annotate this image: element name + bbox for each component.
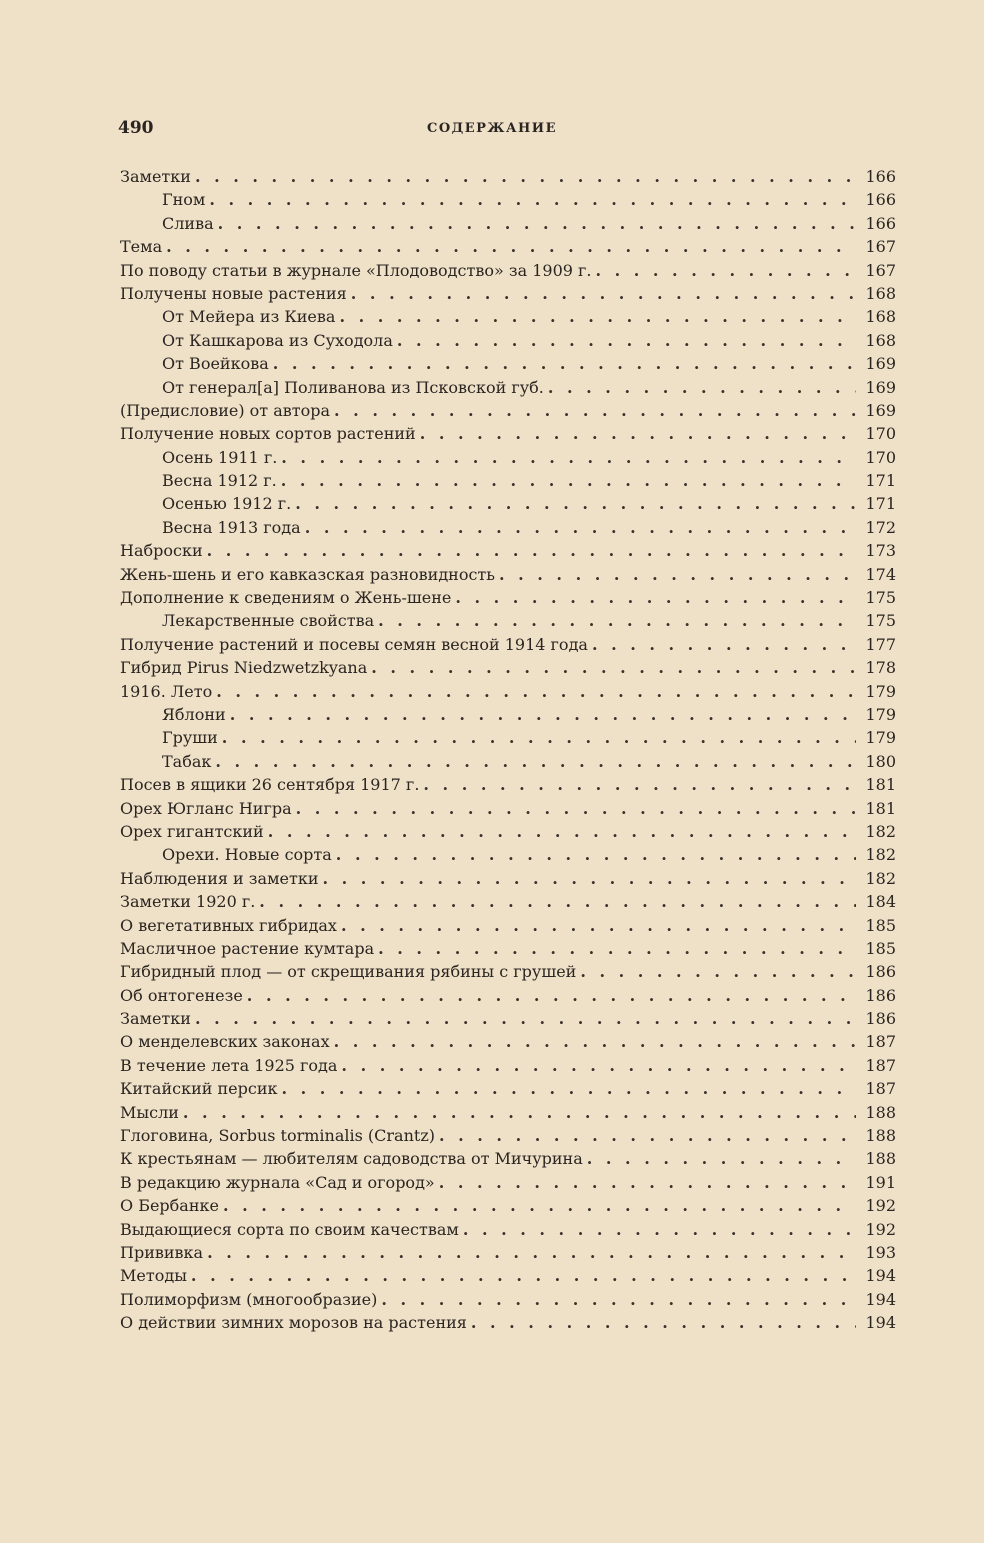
toc-dot-leader xyxy=(378,937,856,960)
toc-dot-leader xyxy=(339,305,856,328)
toc-entry-page: 166 xyxy=(865,190,896,210)
toc-dot-leader xyxy=(183,1101,856,1124)
toc-entry xyxy=(120,633,896,656)
toc-entry-title: Заметки xyxy=(120,167,191,186)
toc-entry xyxy=(120,1124,896,1147)
toc-dot-leader xyxy=(195,165,856,188)
toc-entry-page: 194 xyxy=(865,1313,896,1333)
toc-dot-leader xyxy=(580,960,856,983)
toc-entry xyxy=(120,914,896,937)
toc-entry-title: Орех гигантский xyxy=(120,821,264,841)
toc-entry-title: (Предисловие) от автора xyxy=(120,400,331,420)
toc-entry xyxy=(120,703,896,726)
toc-entry xyxy=(120,376,896,399)
toc-entry-page: 171 xyxy=(865,494,896,514)
toc-entry-title: Табак xyxy=(162,751,212,771)
toc-entry-title: Орех Югланс Нигра xyxy=(120,798,292,818)
toc-entry-title: От Воейкова xyxy=(162,354,269,374)
toc-entry-page: 182 xyxy=(865,821,896,841)
toc-dot-leader xyxy=(341,1054,856,1077)
toc-entry-page: 192 xyxy=(865,1196,896,1216)
toc-entry xyxy=(120,235,896,258)
toc-entry-title: Яблони xyxy=(162,704,226,724)
toc-entry-page: 168 xyxy=(865,330,896,350)
toc-entry-page: 185 xyxy=(865,938,896,958)
toc-entry-page: 186 xyxy=(865,985,896,1005)
toc-entry-title: Методы xyxy=(120,1266,187,1286)
toc-entry-page: 191 xyxy=(865,1172,896,1192)
toc-entry xyxy=(120,843,896,866)
toc-entry xyxy=(120,469,896,492)
toc-entry-page: 187 xyxy=(865,1079,896,1099)
toc-entry xyxy=(120,867,896,890)
toc-entry-page: 181 xyxy=(865,775,896,795)
toc-entry-title: Слива xyxy=(162,213,214,233)
toc-dot-leader xyxy=(499,563,856,586)
toc-dot-leader xyxy=(259,890,856,913)
toc-entry xyxy=(120,492,896,515)
toc-entry xyxy=(120,797,896,820)
toc-dot-leader xyxy=(247,984,856,1007)
toc-entry-title: В течение лета 1925 года xyxy=(120,1055,338,1075)
toc-entry-page: 194 xyxy=(865,1266,896,1286)
toc-entry-page: 193 xyxy=(865,1242,896,1262)
page-number: 490 xyxy=(118,118,154,138)
toc-dot-leader xyxy=(548,376,856,399)
toc-entry-page: 178 xyxy=(865,658,896,678)
toc-entry-page: 179 xyxy=(865,704,896,724)
toc-entry xyxy=(120,1288,896,1311)
toc-dot-leader xyxy=(268,820,856,843)
toc-entry-title: Груши xyxy=(162,728,218,748)
toc-entry xyxy=(120,446,896,469)
toc-entry-title: О Бербанке xyxy=(120,1196,219,1216)
toc-entry-page: 188 xyxy=(865,1102,896,1122)
toc-entry-page: 175 xyxy=(865,588,896,608)
toc-entry xyxy=(120,305,896,328)
toc-entry-title: От Кашкарова из Суходола xyxy=(162,330,393,350)
toc-entry-page: 175 xyxy=(865,611,896,631)
toc-entry-page: 185 xyxy=(865,915,896,935)
toc-entry xyxy=(120,984,896,1007)
toc-entry xyxy=(120,586,896,609)
toc-dot-leader xyxy=(305,516,856,539)
toc-entry-page: 166 xyxy=(865,167,896,186)
toc-dot-leader xyxy=(334,399,856,422)
toc-entry-title: Тема xyxy=(120,237,163,257)
toc-entry-page: 167 xyxy=(865,237,896,257)
toc-dot-leader xyxy=(334,1030,856,1053)
toc-dot-leader xyxy=(215,750,856,773)
toc-dot-leader xyxy=(595,259,856,282)
toc-entry-title: О менделевских законах xyxy=(120,1032,330,1052)
toc-entry-page: 188 xyxy=(865,1149,896,1169)
toc-dot-leader xyxy=(230,703,856,726)
toc-entry-title: Мысли xyxy=(120,1102,179,1122)
toc-dot-leader xyxy=(281,446,856,469)
toc-entry xyxy=(120,773,896,796)
toc-dot-leader xyxy=(207,539,856,562)
toc-dot-leader xyxy=(397,329,856,352)
toc-entry-title: Орехи. Новые сорта xyxy=(162,845,332,865)
toc-entry xyxy=(120,1264,896,1287)
toc-entry-page: 173 xyxy=(865,541,896,561)
toc-entry-title: Лекарственные свойства xyxy=(162,611,375,631)
toc-entry-title: Весна 1912 г. xyxy=(162,471,277,491)
toc-entry-title: Осенью 1912 г. xyxy=(162,494,292,514)
toc-dot-leader xyxy=(371,656,856,679)
toc-dot-leader xyxy=(191,1264,856,1287)
toc-dot-leader xyxy=(281,469,856,492)
toc-entry xyxy=(120,329,896,352)
toc-entry-title: Глоговина, Sorbus torminalis (Crantz) xyxy=(120,1126,435,1146)
toc-dot-leader xyxy=(455,586,856,609)
toc-entry-page: 177 xyxy=(865,634,896,654)
toc-entry-page: 171 xyxy=(865,471,896,491)
toc-entry-page: 170 xyxy=(865,447,896,467)
toc-entry-title: Заметки xyxy=(120,1009,191,1029)
toc-entry-page: 168 xyxy=(865,307,896,327)
toc-entry xyxy=(120,726,896,749)
toc-dot-leader xyxy=(420,422,856,445)
toc-dot-leader xyxy=(423,773,856,796)
toc-entry xyxy=(120,680,896,703)
toc-entry xyxy=(120,1101,896,1124)
toc-entry-title: Китайский персик xyxy=(120,1079,278,1099)
toc-entry-page: 181 xyxy=(865,798,896,818)
toc-entry-title: Прививка xyxy=(120,1242,204,1262)
toc-entry-title: Заметки 1920 г. xyxy=(120,892,256,912)
toc-entry-page: 180 xyxy=(865,751,896,771)
toc-entry xyxy=(120,1218,896,1241)
toc-dot-leader xyxy=(216,680,856,703)
toc-entry xyxy=(120,1311,896,1334)
toc-entry-title: О действии зимних морозов на растения xyxy=(120,1313,467,1333)
toc-entry-title: В редакцию журнала «Сад и огород» xyxy=(120,1172,435,1192)
toc-dot-leader xyxy=(587,1147,856,1170)
toc-entry xyxy=(120,563,896,586)
toc-entry-title: Получение растений и посевы семян весной 1914 года xyxy=(120,634,588,654)
toc-entry-title: Полиморфизм (многообразие) xyxy=(120,1289,378,1309)
toc-entry-title: От генерал[а] Поливанова из Псковской губ. xyxy=(162,377,544,397)
toc-entry-page: 174 xyxy=(865,564,896,584)
toc-entry-title: Гибридный плод — от скрещивания рябины с грушей xyxy=(120,962,577,982)
toc-entry-title: Посев в ящики 26 сентября 1917 г. xyxy=(120,775,420,795)
toc-entry xyxy=(120,609,896,632)
toc-entry xyxy=(120,890,896,913)
toc-dot-leader xyxy=(218,212,856,235)
toc-entry xyxy=(120,937,896,960)
toc-entry xyxy=(120,1054,896,1077)
toc-dot-leader xyxy=(223,1194,856,1217)
toc-entry-title: Весна 1913 года xyxy=(162,517,301,537)
toc-entry-title: Получены новые растения xyxy=(120,283,347,303)
toc-entry xyxy=(120,1194,896,1217)
toc-entry xyxy=(120,1077,896,1100)
toc-dot-leader xyxy=(336,843,856,866)
toc-entry xyxy=(120,516,896,539)
toc-dot-leader xyxy=(378,609,856,632)
toc-entry-title: Осень 1911 г. xyxy=(162,447,278,467)
toc-dot-leader xyxy=(471,1311,856,1334)
toc-entry-title: Наблюдения и заметки xyxy=(120,868,319,888)
toc-entry-page: 184 xyxy=(865,892,896,912)
toc-entry-page: 172 xyxy=(865,517,896,537)
toc-entry-title: Жень-шень и его кавказская разновидность xyxy=(120,564,495,584)
toc-dot-leader xyxy=(273,352,856,375)
toc-entry-page: 187 xyxy=(865,1055,896,1075)
toc-entry xyxy=(120,539,896,562)
toc-entry-page: 166 xyxy=(865,213,896,233)
toc-entry xyxy=(120,820,896,843)
toc-entry-page: 167 xyxy=(865,260,896,280)
toc-entry-page: 186 xyxy=(865,962,896,982)
table-of-contents xyxy=(120,165,896,1335)
toc-entry xyxy=(120,282,896,305)
toc-dot-leader xyxy=(281,1077,856,1100)
toc-entry-title: Наброски xyxy=(120,541,203,561)
toc-dot-leader xyxy=(592,633,856,656)
toc-entry xyxy=(120,212,896,235)
toc-entry xyxy=(120,422,896,445)
toc-entry-title: Гном xyxy=(162,190,206,210)
toc-entry xyxy=(120,960,896,983)
toc-dot-leader xyxy=(439,1171,856,1194)
toc-entry-title: От Мейера из Киева xyxy=(162,307,336,327)
toc-entry-title: К крестьянам — любителям садоводства от Мичурина xyxy=(120,1149,583,1169)
toc-entry xyxy=(120,1241,896,1264)
toc-dot-leader xyxy=(207,1241,856,1264)
toc-dot-leader xyxy=(351,282,856,305)
toc-dot-leader xyxy=(209,188,856,211)
toc-entry xyxy=(120,1147,896,1170)
toc-dot-leader xyxy=(296,797,856,820)
toc-entry-title: 1916. Лето xyxy=(120,681,213,701)
toc-entry xyxy=(120,750,896,773)
toc-entry xyxy=(120,1030,896,1053)
toc-entry-title: Гибрид Pirus Niedzwetzkyana xyxy=(120,658,368,678)
toc-dot-leader xyxy=(439,1124,856,1147)
toc-entry-title: По поводу статьи в журнале «Плодоводство» за 1909 г. xyxy=(120,260,592,280)
toc-entry-title: О вегетативных гибридах xyxy=(120,915,337,935)
toc-entry-page: 179 xyxy=(865,728,896,748)
toc-entry-page: 179 xyxy=(865,681,896,701)
toc-entry xyxy=(120,165,896,188)
toc-entry-page: 186 xyxy=(865,1009,896,1029)
toc-entry-page: 170 xyxy=(865,424,896,444)
toc-entry xyxy=(120,259,896,282)
toc-entry-page: 169 xyxy=(865,377,896,397)
toc-entry xyxy=(120,1007,896,1030)
running-title: СОДЕРЖАНИЕ xyxy=(426,121,558,136)
toc-entry-page: 168 xyxy=(865,283,896,303)
toc-entry-page: 182 xyxy=(865,845,896,865)
toc-dot-leader xyxy=(323,867,857,890)
toc-dot-leader xyxy=(381,1288,856,1311)
toc-entry-title: Об онтогенезе xyxy=(120,985,243,1005)
toc-dot-leader xyxy=(166,235,856,258)
toc-entry xyxy=(120,1171,896,1194)
toc-dot-leader xyxy=(463,1218,856,1241)
toc-entry-page: 192 xyxy=(865,1219,896,1239)
toc-dot-leader xyxy=(295,492,856,515)
toc-entry-page: 188 xyxy=(865,1126,896,1146)
toc-entry xyxy=(120,352,896,375)
toc-entry-title: Дополнение к сведениям о Жень-шене xyxy=(120,588,452,608)
toc-entry xyxy=(120,188,896,211)
toc-entry-page: 169 xyxy=(865,354,896,374)
toc-entry-page: 169 xyxy=(865,400,896,420)
toc-entry xyxy=(120,656,896,679)
toc-entry-page: 182 xyxy=(865,868,896,888)
toc-entry-title: Масличное растение кумтара xyxy=(120,938,375,958)
toc-entry-title: Выдающиеся сорта по своим качествам xyxy=(120,1219,459,1239)
toc-entry xyxy=(120,399,896,422)
toc-dot-leader xyxy=(222,726,856,749)
toc-dot-leader xyxy=(195,1007,856,1030)
toc-entry-page: 194 xyxy=(865,1289,896,1309)
toc-entry-page: 187 xyxy=(865,1032,896,1052)
toc-dot-leader xyxy=(341,914,856,937)
toc-entry-title: Получение новых сортов растений xyxy=(120,424,416,444)
